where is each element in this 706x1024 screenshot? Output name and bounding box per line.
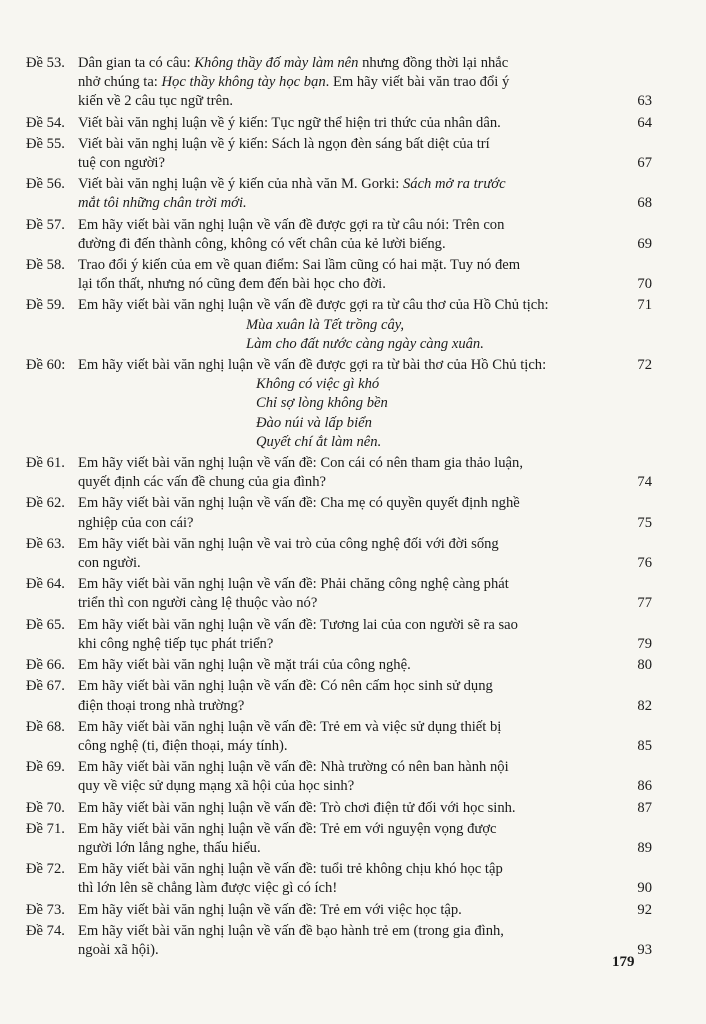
entry-label: Đề 64. (26, 576, 65, 593)
entry-label: Đề 61. (26, 455, 65, 472)
entry-text (78, 922, 618, 960)
entry-line (78, 275, 618, 294)
text-segment: công nghệ (ti, điện thoại, máy tính). (78, 737, 288, 754)
entry-page-number: 79 (637, 635, 652, 652)
toc-entry (26, 799, 652, 818)
text-segment: ngoài xã hội). (78, 941, 159, 958)
text-segment: nghiệp của con cái? (78, 514, 194, 531)
entry-line (78, 656, 618, 675)
entry-text (78, 296, 618, 354)
entry-label: Đề 58. (26, 257, 65, 274)
toc-entry (26, 758, 652, 796)
text-segment: nhở chúng ta: (78, 74, 162, 91)
entry-label: Đề 53. (26, 55, 65, 71)
entry-text (78, 54, 618, 112)
poem-line: Đào núi và lấp biển (256, 414, 372, 431)
entry-text (78, 718, 618, 756)
toc-entry (26, 535, 652, 573)
entry-line (78, 92, 618, 111)
entry-line (78, 777, 618, 796)
text-segment: Viết bài văn nghị luận về ý kiến: Sách là ngọn đèn sáng bất diệt của trí (78, 135, 490, 152)
entry-text (78, 677, 618, 715)
entry-line (78, 799, 618, 818)
text-segment: Viết bài văn nghị luận về ý kiến: Tục ngữ thể hiện tri thức của nhân dân. (78, 114, 501, 131)
entry-page-number: 80 (637, 657, 652, 674)
entry-line (78, 879, 618, 898)
toc-entry (26, 901, 652, 920)
entry-text (78, 799, 618, 818)
entry-page-number: 86 (637, 778, 652, 795)
entry-text (78, 820, 618, 858)
toc-entry (26, 860, 652, 898)
toc-entry (26, 175, 652, 213)
entry-line (78, 737, 618, 756)
entry-line (78, 514, 618, 533)
entry-line (78, 554, 618, 573)
text-segment: Em hãy viết bài văn nghị luận về vấn đề: Trẻ em với nguyện vọng được (78, 820, 497, 837)
entry-text (78, 216, 618, 254)
entry-line (78, 635, 618, 654)
entry-line (78, 154, 618, 173)
entry-line (78, 54, 618, 73)
text-segment: Viết bài văn nghị luận về ý kiến của nhà văn M. Gorki: (78, 176, 403, 193)
text-segment: tuệ con người? (78, 155, 165, 172)
text-segment: triển thì con người càng lệ thuộc vào nó? (78, 595, 318, 612)
toc-entry (26, 656, 652, 675)
entry-text (78, 575, 618, 613)
text-segment: Em hãy viết bài văn nghị luận về vấn đề bạo hành trẻ em (trong gia đình, (78, 922, 504, 939)
toc-entry (26, 356, 652, 452)
toc-entry (26, 575, 652, 613)
text-segment: Em hãy viết bài văn nghị luận về vấn đề: Tương lai của con người sẽ ra sao (78, 616, 518, 633)
entry-label: Đề 63. (26, 535, 65, 552)
text-segment: Em hãy viết bài văn nghị luận về vấn đề: tuổi trẻ không chịu khó học tập (78, 861, 503, 878)
entry-page-number: 89 (637, 839, 652, 856)
text-segment: Dân gian ta có câu: (78, 55, 195, 71)
entry-line (78, 697, 618, 716)
entry-label: Đề 72. (26, 861, 65, 878)
entry-text (78, 454, 618, 492)
text-segment: quyết định các vấn đề chung của gia đình? (78, 474, 327, 491)
entry-label: Đề 69. (26, 759, 65, 776)
entry-text (78, 535, 618, 573)
entry-label: Đề 71. (26, 820, 65, 837)
entry-label: Đề 74. (26, 922, 65, 939)
entry-label: Đề 70. (26, 799, 65, 816)
entry-page-number: 87 (637, 799, 652, 816)
toc-entry (26, 616, 652, 654)
toc-entry (26, 820, 652, 858)
entry-line (78, 296, 618, 315)
entry-label: Đề 55. (26, 135, 65, 152)
entry-line (78, 114, 618, 133)
text-segment: kiến về 2 câu tục ngữ trên. (78, 93, 234, 110)
text-segment: Em hãy viết bài văn nghị luận về vấn đề: Trẻ em và việc sử dụng thiết bị (78, 718, 502, 735)
text-segment: quy về việc sử dụng mạng xã hội của học sinh? (78, 778, 355, 795)
entry-line (78, 860, 618, 879)
entry-label: Đề 68. (26, 718, 65, 735)
entry-line (78, 922, 618, 941)
text-segment: Em hãy viết bài văn nghị luận về vấn đề được gợi ra từ câu thơ của Hồ Chủ tịch: (78, 297, 549, 314)
text-segment: con người. (78, 555, 141, 572)
entry-line (78, 677, 618, 696)
entry-line (78, 216, 618, 235)
text-segment: Em hãy viết bài văn nghị luận về vấn đề: Nhà trường có nên ban hành nội (78, 759, 509, 776)
entry-line (78, 839, 618, 858)
entry-page-number: 77 (637, 595, 652, 612)
entry-text (78, 256, 618, 294)
entry-line (78, 194, 618, 213)
entry-label: Đề 56. (26, 176, 65, 193)
entry-page-number: 74 (637, 474, 652, 491)
text-segment: thì lớn lên sẽ chẳng làm được việc gì có ích! (78, 880, 338, 897)
entry-page-number: 76 (637, 555, 652, 572)
entry-page-number: 85 (637, 737, 652, 754)
entry-line (78, 256, 618, 275)
toc-entry (26, 296, 652, 354)
entry-label: Đề 62. (26, 495, 65, 512)
poem-line: Mùa xuân là Tết trồng cây, (246, 316, 405, 333)
entry-text (78, 114, 618, 133)
text-segment: Em hãy viết bài văn nghị luận về vấn đề: Cha mẹ có quyền quyết định nghề (78, 495, 520, 512)
text-segment: Em hãy viết bài văn nghị luận về vấn đề được gợi ra từ câu nói: Trên con (78, 216, 505, 233)
text-segment: lại tổn thất, nhưng nó cũng đem đến bài học cho đời. (78, 276, 386, 293)
poem-line: Làm cho đất nước càng ngày càng xuân. (246, 335, 484, 352)
entry-page-number: 63 (637, 93, 652, 110)
poem-line: Quyết chí ắt làm nên. (256, 433, 382, 450)
entry-line (78, 535, 618, 554)
table-of-contents-list (26, 54, 652, 962)
entry-label: Đề 73. (26, 901, 65, 918)
entry-page-number: 92 (637, 901, 652, 918)
entry-line (78, 941, 618, 960)
text-segment: Em hãy viết bài văn nghị luận về vấn đề: Con cái có nên tham gia thảo luận, (78, 455, 523, 472)
entry-page-number: 72 (637, 357, 652, 374)
text-segment: Em hãy viết bài văn nghị luận về vấn đề được gợi ra từ bài thơ của Hồ Chủ tịch: (78, 357, 547, 374)
text-segment: Em hãy viết bài văn nghị luận về vai trò của công nghệ đối với đời sống (78, 535, 499, 552)
toc-entry (26, 922, 652, 960)
entry-line (78, 820, 618, 839)
entry-page-number: 70 (637, 276, 652, 293)
entry-page-number: 64 (637, 114, 652, 131)
text-segment: đường đi đến thành công, không có vết chân của kẻ lười biếng. (78, 235, 446, 252)
text-segment: Em hãy viết bài văn nghị luận về vấn đề: Trò chơi điện tử đối với học sinh. (78, 799, 516, 816)
entry-line (78, 616, 618, 635)
toc-entry (26, 216, 652, 254)
text-segment: khi công nghệ tiếp tục phát triển? (78, 635, 274, 652)
entry-page-number: 93 (637, 941, 652, 958)
entry-text (78, 494, 618, 532)
entry-label: Đề 65. (26, 616, 65, 633)
italic-quote: Không thầy đố mày làm nên (194, 55, 359, 71)
toc-entry (26, 114, 652, 133)
entry-line (78, 73, 618, 92)
toc-entry (26, 718, 652, 756)
entry-label: Đề 59. (26, 297, 65, 314)
toc-entry (26, 256, 652, 294)
toc-entry (26, 135, 652, 173)
entry-line (78, 594, 618, 613)
entry-label: Đề 67. (26, 678, 65, 695)
text-segment: Em hãy viết bài văn nghị luận về mặt trái của công nghệ. (78, 657, 411, 674)
entry-line (78, 473, 618, 492)
poem-line: Chỉ sợ lòng không bền (256, 395, 388, 412)
text-segment: nhưng đồng thời lại nhắc (358, 55, 509, 71)
entry-page-number: 82 (637, 697, 652, 714)
entry-page-number: 75 (637, 514, 652, 531)
entry-line (78, 758, 618, 777)
entry-line (78, 135, 618, 154)
entry-line (78, 575, 618, 594)
page-folio-number: 179 (612, 954, 635, 970)
entry-text (78, 175, 618, 213)
entry-text (78, 901, 618, 920)
toc-entry (26, 677, 652, 715)
entry-text (78, 135, 618, 173)
entry-text (78, 656, 618, 675)
italic-quote: Học thầy không tày học bạn (161, 74, 326, 91)
text-segment: Trao đổi ý kiến của em về quan điểm: Sai lầm cũng có hai mặt. Tuy nó đem (78, 257, 521, 274)
entry-text (78, 860, 618, 898)
entry-label: Đề 60: (26, 357, 66, 374)
entry-line (78, 356, 618, 375)
entry-label: Đề 57. (26, 216, 65, 233)
entry-label: Đề 54. (26, 114, 65, 131)
entry-line (78, 454, 618, 473)
entry-line (78, 901, 618, 920)
entry-page-number: 71 (637, 297, 652, 314)
entry-line (78, 175, 618, 194)
italic-quote: Sách mở ra trước (402, 176, 506, 193)
entry-text (78, 616, 618, 654)
toc-entry (26, 54, 652, 112)
toc-entry (26, 454, 652, 492)
italic-quote: mắt tôi những chân trời mới. (78, 195, 247, 212)
entry-text (78, 758, 618, 796)
text-segment: điện thoại trong nhà trường? (78, 697, 245, 714)
entry-page-number: 69 (637, 235, 652, 252)
entry-text (78, 356, 618, 452)
entry-page-number: 67 (637, 155, 652, 172)
entry-page-number: 68 (637, 195, 652, 212)
entry-line (78, 494, 618, 513)
text-segment: Em hãy viết bài văn nghị luận về vấn đề: Phải chăng công nghệ càng phát (78, 576, 509, 593)
text-segment: Em hãy viết bài văn nghị luận về vấn đề: Trẻ em với việc học tập. (78, 901, 462, 918)
text-segment: người lớn lắng nghe, thấu hiểu. (78, 839, 261, 856)
text-segment: Em hãy viết bài văn nghị luận về vấn đề: Có nên cấm học sinh sử dụng (78, 678, 493, 695)
entry-page-number: 90 (637, 880, 652, 897)
entry-line (78, 718, 618, 737)
poem-line: Không có việc gì khó (256, 376, 380, 393)
entry-line (78, 235, 618, 254)
entry-label: Đề 66. (26, 657, 65, 674)
toc-entry (26, 494, 652, 532)
text-segment: . Em hãy viết bài văn trao đổi ý (325, 74, 510, 91)
